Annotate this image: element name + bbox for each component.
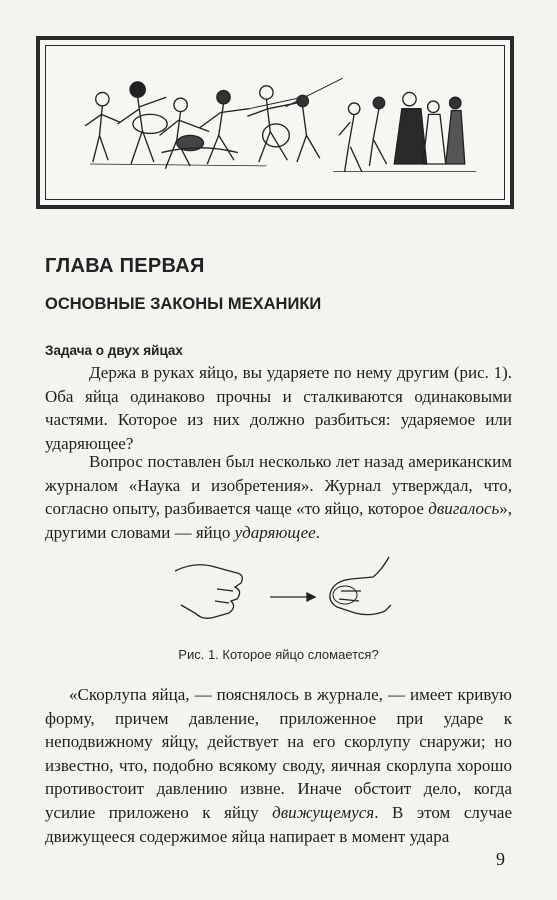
task-title: Задача о двух яйцах: [45, 343, 183, 358]
paragraph-3-italic-a: движущемуся: [272, 802, 375, 822]
paragraph-2-text-c: .: [315, 522, 320, 542]
paragraph-3-text-a: «Скорлупа яйца, — пояснялось в журнале, — имеет кривую форму, причем давление, приложенное при ударе к неподвижному яйцу, действует на его скорлупу снаружи; но известно, что, подобно всякому своду, яичная скорлупа хорошо противостоит давлению извне. Иначе обстоит дело, когда усилие приложено к яйцу: [45, 685, 512, 822]
paragraph-2-text-b: », другими словами — яйцо: [45, 499, 512, 542]
paragraph-2-italic-b: ударяющее: [234, 522, 316, 542]
paragraph-2-italic-a: двигалось: [428, 499, 500, 519]
figure-1-hands-with-eggs: [175, 553, 395, 638]
chapter-title: ГЛАВА ПЕРВАЯ: [45, 255, 205, 277]
page-number: 9: [496, 849, 505, 869]
paragraph-3: [45, 683, 512, 848]
section-title: ОСНОВНЫЕ ЗАКОНЫ МЕХАНИКИ: [45, 295, 322, 313]
duel-scene-drawing: [40, 40, 510, 205]
standing-figures-group: [333, 92, 476, 171]
fighting-figures-group: [85, 78, 343, 169]
figure-caption: Рис. 1. Которое яйцо сломается?: [178, 647, 379, 662]
chapter-header-illustration: [36, 36, 514, 209]
paragraph-3-text-b: . В этом случае движущееся содержимое яйца напирает в момент удара: [45, 802, 512, 846]
paragraph-2: [45, 450, 512, 544]
paragraph-1: Держа в руках яйцо, вы ударяете по нему другим (рис. 1). Оба яйца одинаково прочны и сталкиваются одинаковыми частями. Которое из них должно разбиться: ударяемое или ударяющее?: [45, 363, 512, 453]
paragraph-2-text-a: Вопрос поставлен был несколько лет назад американским журналом «Наука и изобретения». Журнал утверждал, что, согласно опыту, разбивается чаще «то яйцо, которое: [45, 452, 512, 519]
